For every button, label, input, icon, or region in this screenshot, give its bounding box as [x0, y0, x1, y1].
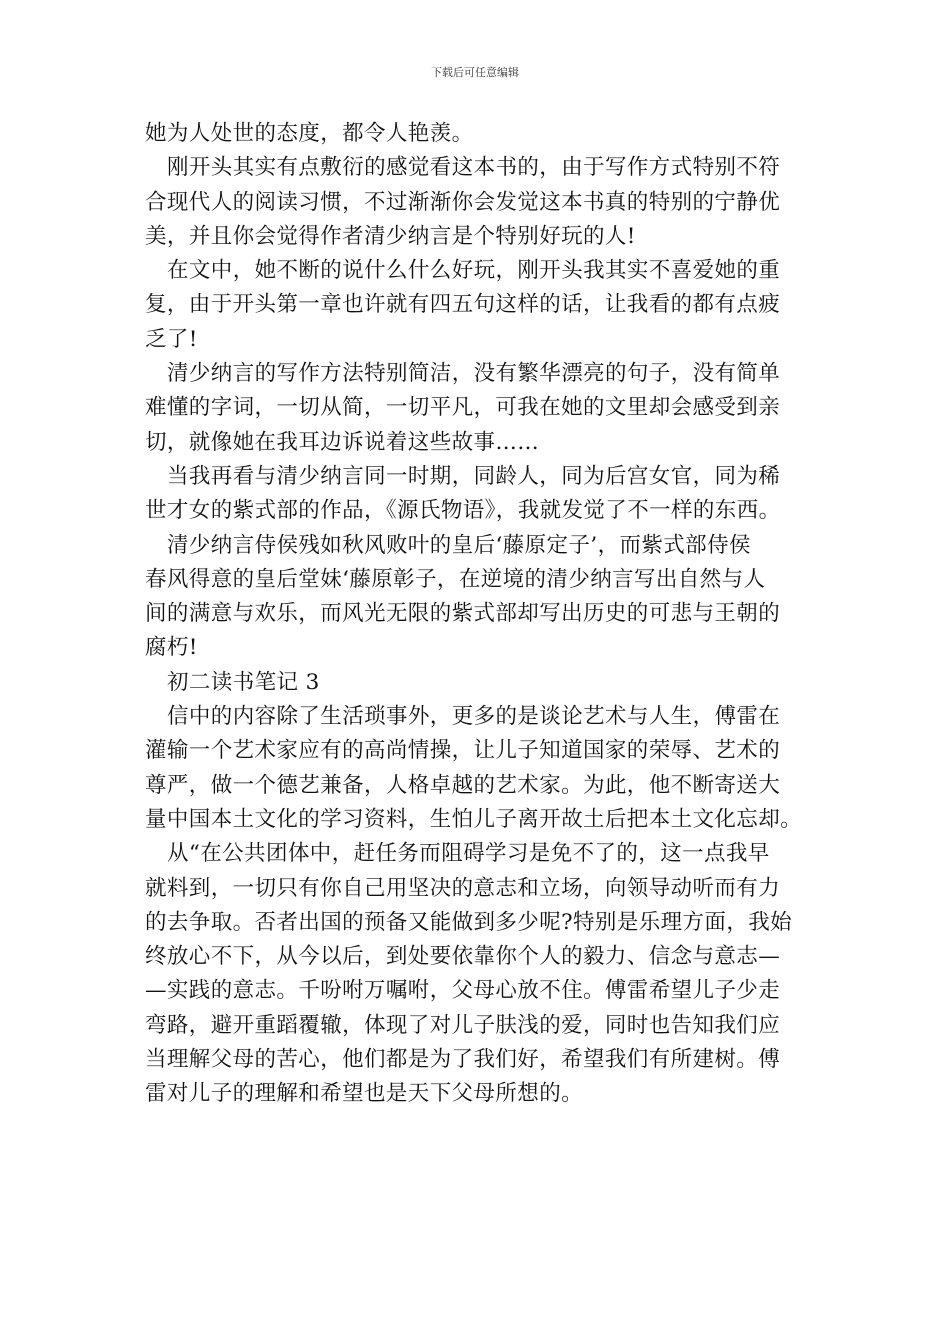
text-line: 当我再看与清少纳言同一时期，同龄人，同为后宫女官，同为稀: [167, 463, 781, 489]
text-line: 雷对儿子的理解和希望也是天下父母所想的。: [145, 1081, 584, 1107]
text-line: 合现代人的阅读习惯，不过渐渐你会发觉这本书真的特别的宁静优: [145, 189, 781, 215]
text-line: —实践的意志。千吩咐万嘱咐，父母心放不住。傅雷希望儿子少走: [145, 978, 781, 1004]
text-line: 的去争取。否者出国的预备又能做到多少呢?特别是乐理方面，我始: [145, 909, 793, 935]
text-line: 在文中，她不断的说什么什么好玩，刚开头我其实不喜爱她的重: [167, 258, 781, 284]
paragraph: [145, 837, 810, 1111]
text-line: 弯路，避开重蹈覆辙，体现了对儿子肤浅的爱，同时也告知我们应: [145, 1012, 781, 1038]
text-line: 信中的内容除了生活琐事外，更多的是谈论艺术与人生，傅雷在: [167, 704, 781, 730]
text-line: 尊严，做一个德艺兼备，人格卓越的艺术家。为此，他不断寄送大: [145, 772, 781, 798]
text-line: 刚开头其实有点敷衍的感觉看这本书的，由于写作方式特别不符: [167, 155, 781, 181]
text-line: 间的满意与欢乐，而风光无限的紫式部却写出历史的可悲与王朝的: [145, 601, 781, 627]
text-line: 难懂的字词，一切从简，一切平凡，可我在她的文里却会感受到亲: [145, 395, 781, 421]
paragraph: [145, 357, 810, 460]
text-line: 腐朽!: [145, 635, 198, 661]
text-line: 初二读书笔记 3: [167, 669, 320, 695]
paragraph: [145, 117, 810, 151]
text-line: 清少纳言的写作方法特别简洁，没有繁华漂亮的句子，没有简单: [167, 361, 781, 387]
page-header: 下载后可任意编辑: [431, 66, 519, 79]
text-line: 灌输一个艺术家应有的高尚情操，让儿子知道国家的荣辱、艺术的: [145, 738, 781, 764]
text-line: 切，就像她在我耳边诉说着这些故事……: [145, 429, 540, 455]
paragraph: [145, 254, 810, 357]
text-line: 清少纳言侍侯残如秋风败叶的皇后‘藤原定子’，而紫式部侍侯: [167, 532, 751, 558]
text-line: 复，由于开头第一章也许就有四五句这样的话，让我看的都有点疲: [145, 292, 781, 318]
paragraph: [145, 151, 810, 254]
paragraph: [145, 529, 810, 666]
text-line: 春风得意的皇后堂妹‘藤原彰子，在逆境的清少纳言写出自然与人: [145, 566, 766, 592]
document-body: [145, 117, 810, 1112]
text-line: 量中国本土文化的学习资料，生怕儿子离开故土后把本土文化忘却。: [145, 806, 803, 832]
text-line: 乏了!: [145, 326, 198, 352]
text-line: 终放心不下，从今以后，到处要依靠你个人的毅力、信念与意志—: [145, 944, 781, 970]
text-line: 美，并且你会觉得作者清少纳言是个特别好玩的人!: [145, 223, 636, 249]
paragraph: [145, 460, 810, 529]
paragraph: [145, 700, 810, 837]
text-line: 世才女的紫式部的作品，《源氏物语》，我就发觉了不一样的东西。: [145, 498, 781, 524]
text-line: 她为人处世的态度，都令人艳羡。: [145, 121, 474, 146]
text-line: 当理解父母的苦心，他们都是为了我们好，希望我们有所建树。傅: [145, 1047, 781, 1073]
text-line: 就料到，一切只有你自己用坚决的意志和立场，向领导动听而有力: [145, 875, 781, 901]
text-line: 从“在公共团体中，赶任务而阻碍学习是免不了的，这一点我早: [167, 841, 770, 867]
paragraph: [145, 666, 810, 700]
